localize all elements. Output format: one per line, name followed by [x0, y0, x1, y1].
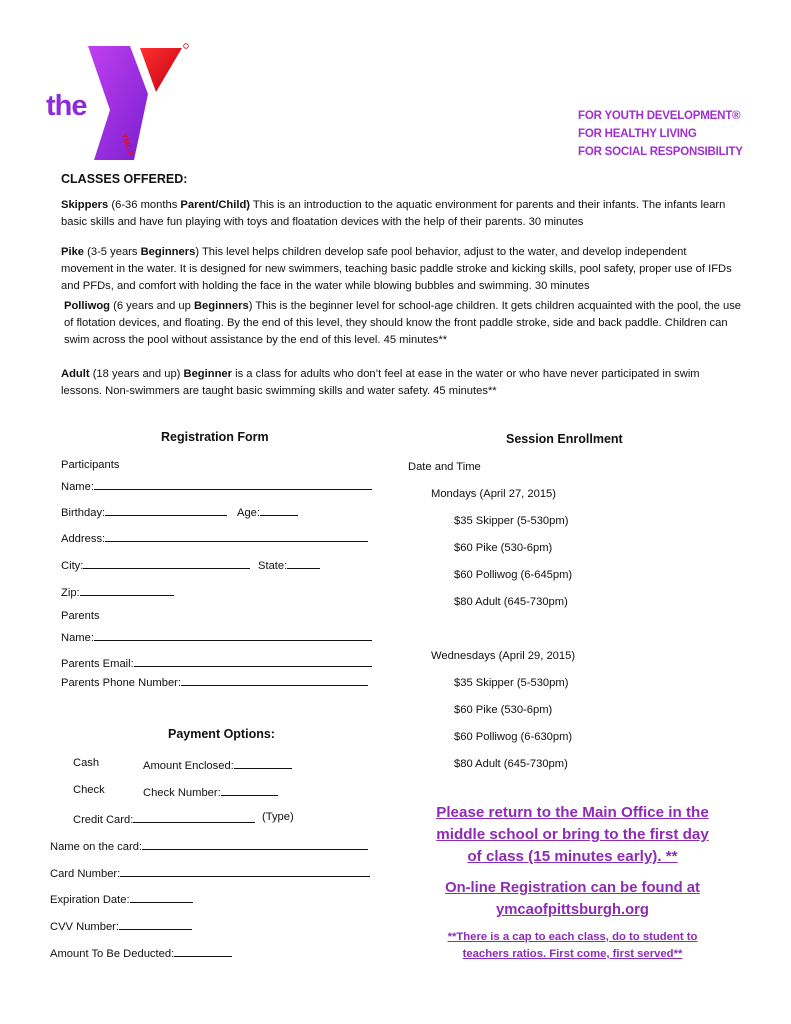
class-desc: This is an introduction to the aquatic environment for parents and their infants. The infants learn basic skills and have fun playing with toys and floatation devices with the help of their parents. 30 minutes	[61, 199, 726, 229]
mon-polliwog-label: $60 Polliwog (6-645pm)	[454, 569, 573, 581]
input-line[interactable]	[105, 530, 368, 542]
wed-adult-label: $80 Adult (645-730pm)	[454, 758, 568, 770]
field-label: Check Number:	[143, 787, 221, 799]
return-line-3: of class (15 minutes early). **	[467, 848, 678, 865]
class-pike	[61, 244, 741, 296]
online-line: On-line Registration can be found at	[445, 880, 700, 896]
check-number-field[interactable]	[143, 784, 278, 799]
class-polliwog	[64, 298, 742, 350]
class-desc: ) This level helps children develop safe pool behavior, adjust to the water, and develop independent movement in the water. It is designed for new swimmers, teaching basic paddle stroke and kicking skills, pool safety, proper use of IFDs and PFDs, and comfort with holding the face in the water while blowing bubbles and swimming. 30 minutes	[61, 246, 732, 293]
parents-label: Parents	[61, 610, 100, 622]
cap-line-2: teachers ratios. First come, first served**	[462, 948, 683, 960]
state-field[interactable]	[258, 557, 320, 572]
field-label: Parents Email:	[61, 658, 134, 670]
input-line[interactable]	[83, 557, 250, 569]
registration-title: Registration Form	[161, 430, 269, 444]
input-line[interactable]	[94, 629, 372, 641]
cap-line-1: **There is a cap to each class, do to student to	[447, 931, 698, 943]
input-line[interactable]	[181, 674, 368, 686]
age-field[interactable]	[237, 504, 298, 519]
logo-text-the: the	[46, 90, 87, 122]
address-field[interactable]	[61, 530, 368, 545]
amount-enclosed-field[interactable]	[143, 757, 292, 772]
class-level: Beginners	[140, 246, 196, 258]
parents-phone-field[interactable]	[61, 674, 368, 689]
card-number-field[interactable]	[50, 865, 370, 880]
session-title: Session Enrollment	[506, 432, 623, 446]
cvv-field[interactable]	[50, 918, 192, 933]
input-line[interactable]	[120, 865, 370, 877]
input-line[interactable]	[234, 757, 292, 769]
field-label: Amount Enclosed:	[143, 760, 234, 772]
parents-name-field[interactable]	[61, 629, 372, 644]
amount-deducted-field[interactable]	[50, 945, 232, 960]
class-level: Beginners	[193, 300, 249, 312]
field-label: Address:	[61, 533, 106, 545]
class-age: (6-36 months	[108, 199, 181, 211]
mon-skipper-label: $35 Skipper (5-530pm)	[454, 515, 569, 527]
class-name: Pike	[61, 246, 85, 258]
field-label: Birthday:	[61, 507, 106, 519]
class-level: Beginner	[183, 368, 232, 380]
tagline-social: FOR SOCIAL RESPONSIBILITY	[578, 146, 743, 158]
field-label: Credit Card:	[73, 814, 134, 826]
class-age: (6 years and up	[110, 300, 194, 312]
classes-title: CLASSES OFFERED:	[61, 172, 188, 186]
payment-title: Payment Options:	[168, 727, 275, 741]
input-line[interactable]	[105, 504, 227, 516]
website-link[interactable]: ymcaofpittsburgh.org	[496, 902, 649, 918]
input-line[interactable]	[133, 811, 255, 823]
mon-pike-label: $60 Pike (530-6pm)	[454, 542, 553, 554]
field-label: Expiration Date:	[50, 894, 130, 906]
tagline-healthy: FOR HEALTHY LIVING	[578, 128, 697, 140]
input-line[interactable]	[260, 504, 298, 516]
class-skippers	[61, 197, 741, 231]
participant-name-field[interactable]	[61, 478, 372, 493]
wed-skipper-label: $35 Skipper (5-530pm)	[454, 677, 569, 689]
name-on-card-field[interactable]	[50, 838, 368, 853]
input-line[interactable]	[174, 945, 232, 957]
class-desc: ) This is the beginner level for school-age children. It gets children acquainted with the pool, the use of flotation devices, and floating. By the end of this level, they should know the front paddle stroke, side and back paddle. Children can swim across the pool without assistance by the end of this level. 45 minutes**	[64, 300, 742, 347]
input-line[interactable]	[130, 891, 193, 903]
input-line[interactable]	[287, 557, 320, 569]
birthday-field[interactable]	[61, 504, 227, 519]
field-label: State:	[258, 560, 288, 572]
class-level: Parent/Child)	[180, 199, 251, 211]
wed-polliwog-label: $60 Polliwog (6-630pm)	[454, 731, 573, 743]
field-label: Age:	[237, 507, 261, 519]
return-instructions	[400, 802, 745, 868]
mon-adult-label: $80 Adult (645-730pm)	[454, 596, 568, 608]
city-field[interactable]	[61, 557, 250, 572]
card-type-label: (Type)	[262, 811, 294, 823]
input-line[interactable]	[94, 478, 372, 490]
class-cap-note	[400, 929, 745, 963]
wednesdays-label: Wednesdays (April 29, 2015)	[431, 650, 576, 662]
field-label: CVV Number:	[50, 921, 120, 933]
field-label: Parents Phone Number:	[61, 677, 182, 689]
field-label: Name:	[61, 481, 94, 493]
online-registration	[400, 877, 745, 921]
class-name: Skippers	[61, 199, 109, 211]
credit-card-field[interactable]	[73, 811, 255, 826]
field-label: Amount To Be Deducted:	[50, 948, 175, 960]
class-adult	[61, 366, 741, 400]
return-line-2: middle school or bring to the first day	[436, 826, 709, 843]
input-line[interactable]	[80, 584, 174, 596]
return-line-1: Please return to the Main Office in the	[436, 804, 709, 821]
expiration-date-field[interactable]	[50, 891, 193, 906]
class-name: Adult	[61, 368, 90, 380]
class-age: (18 years and up)	[89, 368, 184, 380]
class-age: (3-5 years	[84, 246, 141, 258]
check-label: Check	[73, 784, 105, 796]
cash-label: Cash	[73, 757, 100, 769]
field-label: Name:	[61, 632, 94, 644]
class-desc: is a class for adults who don’t feel at ease in the water or who have never participated in swim lessons. Non-swimmers are taught basic swimming skills and water safety. 45 minutes**	[61, 368, 700, 398]
taglines	[578, 107, 743, 161]
date-time-label: Date and Time	[408, 461, 481, 473]
input-line[interactable]	[142, 838, 368, 850]
tagline-youth: FOR YOUTH DEVELOPMENT®	[578, 110, 741, 122]
input-line[interactable]	[134, 655, 372, 667]
field-label: Card Number:	[50, 868, 121, 880]
parents-email-field[interactable]	[61, 655, 372, 670]
wed-pike-label: $60 Pike (530-6pm)	[454, 704, 553, 716]
field-label: City:	[61, 560, 84, 572]
participants-label: Participants	[61, 459, 120, 471]
input-line[interactable]	[119, 918, 192, 930]
mondays-label: Mondays (April 27, 2015)	[431, 488, 556, 500]
logo-ymca-text: YMCA	[119, 132, 137, 158]
field-label: Zip:	[61, 587, 80, 599]
class-name: Polliwog	[64, 300, 110, 312]
zip-field[interactable]	[61, 584, 174, 599]
input-line[interactable]	[221, 784, 278, 796]
field-label: Name on the card:	[50, 841, 143, 853]
